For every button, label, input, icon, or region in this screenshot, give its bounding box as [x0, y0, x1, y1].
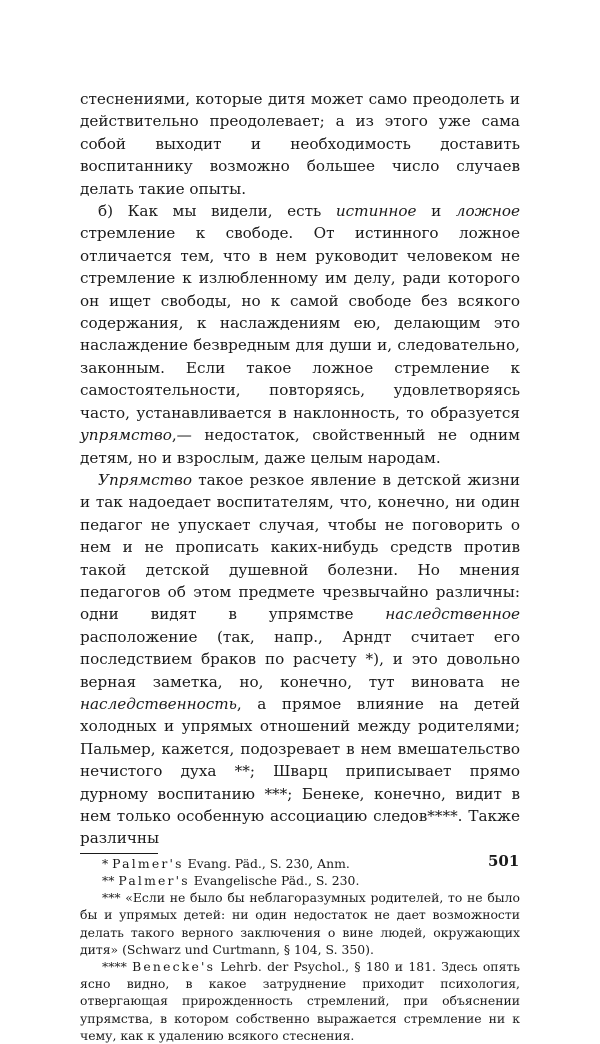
page-body: [80, 88, 520, 1044]
footnote-2-author: Palmer's: [118, 873, 190, 889]
footnote-1-text: Evang. Päd., S. 230, Anm.: [183, 855, 350, 871]
page-number: 501: [488, 852, 520, 870]
paragraph-3-italic-1: Упрямство: [98, 470, 193, 489]
paragraph-2-italic-1: истинное: [335, 202, 417, 221]
footnote-2-text: Evangelische Päd., S. 230.: [189, 873, 360, 889]
footnote-4-text: Lehrb. der Psychol., § 180 и 181. Здесь опять ясно видно, в какое затруднение приходит психология, отвергающая прирожденность стремлений, при объяснении упрямства, в котором собственно выражается стремление ни к чему, как к удалению всякого стеснения.: [80, 959, 520, 1043]
footnote-4: [80, 958, 520, 1044]
paragraph-3-italic-2: наследственное: [385, 605, 520, 624]
footnote-3: [80, 889, 520, 958]
paragraph-2-text-3: стремление к свободе. От истинного ложное отличается тем, что в нем руководит человеком не стремление к излюбленному им делу, ради которого он ищет свободы, но к самой свободе без всякого содержания, к наслаждениям ею, делающим это наслаждение безвредным для души и, следовательно, законным. Если такое ложное стремление к самостоятельности, повторяясь, удовлетворяясь часто, устанавливается в наклонность, то образуется: [80, 224, 520, 422]
paragraph-2-italic-2: ложное: [455, 202, 520, 221]
paragraph-2-text-4: ,— недостаток, свойственный не одним детям, но и взрослым, даже целым народам.: [80, 426, 520, 467]
paragraph-3-italic-3: наследственность: [80, 694, 237, 713]
paragraph-2-italic-3: упрямство: [80, 426, 172, 445]
paragraph-2-text-1: б) Как мы видели, есть: [98, 202, 336, 221]
footnote-1: [80, 855, 520, 872]
paragraph-3: [80, 469, 520, 850]
paragraph-1-text: стеснениями, которые дитя может само преодолеть и действительно преодолевает; а из этого уже сама собой выходит и необходимость доставить воспитаннику возможно большее число случаев делать такие опыты.: [80, 90, 520, 198]
footnote-1-mark: *: [102, 855, 113, 871]
footnotes: [80, 855, 520, 1044]
footnote-2: [80, 872, 520, 889]
footnote-divider: [80, 853, 158, 854]
footnote-1-author: Palmer's: [112, 855, 184, 871]
footnote-4-author: Benecke's: [132, 959, 216, 975]
paragraph-3-text-2: расположение (так, напр., Арндт считает его последствием браков по расчету *), и это довольно верная заметка, но, конечно, тут виновата не: [80, 627, 520, 691]
paragraph-2-text-2: и: [416, 202, 456, 221]
footnote-2-mark: **: [102, 873, 119, 889]
paragraph-2: [80, 200, 520, 469]
paragraph-3-text-1: такое резкое явление в детской жизни и так надоедает воспитателям, что, конечно, ни один педагог не упускает случая, чтобы не поговорить о нем и не прописать каких-нибудь средств против такой детской душевной болезни. Но мнения педагогов об этом предмете чрезвычайно различны: одни видят в упрямстве: [80, 470, 520, 624]
footnote-4-mark: ****: [102, 959, 133, 975]
paragraph-3-text-3: , а прямое влияние на детей холодных и упрямых отношений между родителями; Пальмер, кажется, подозревает в нем вмешательство нечистого духа **; Шварц приписывает прямо дурному воспитанию ***; Бенеке, конечно, видит в нем только особенную ассоциацию следов****. Также различны: [80, 694, 520, 848]
paragraph-1: [80, 88, 520, 200]
footnote-3-text: *** «Если не было бы неблагоразумных родителей, то не было бы и упрямых детей: ни один недостаток не дает возможности делать такого верного заключения о вине людей, окружающих дитя» (Schwarz und Curtmann, § 104, S. 350).: [80, 890, 520, 957]
